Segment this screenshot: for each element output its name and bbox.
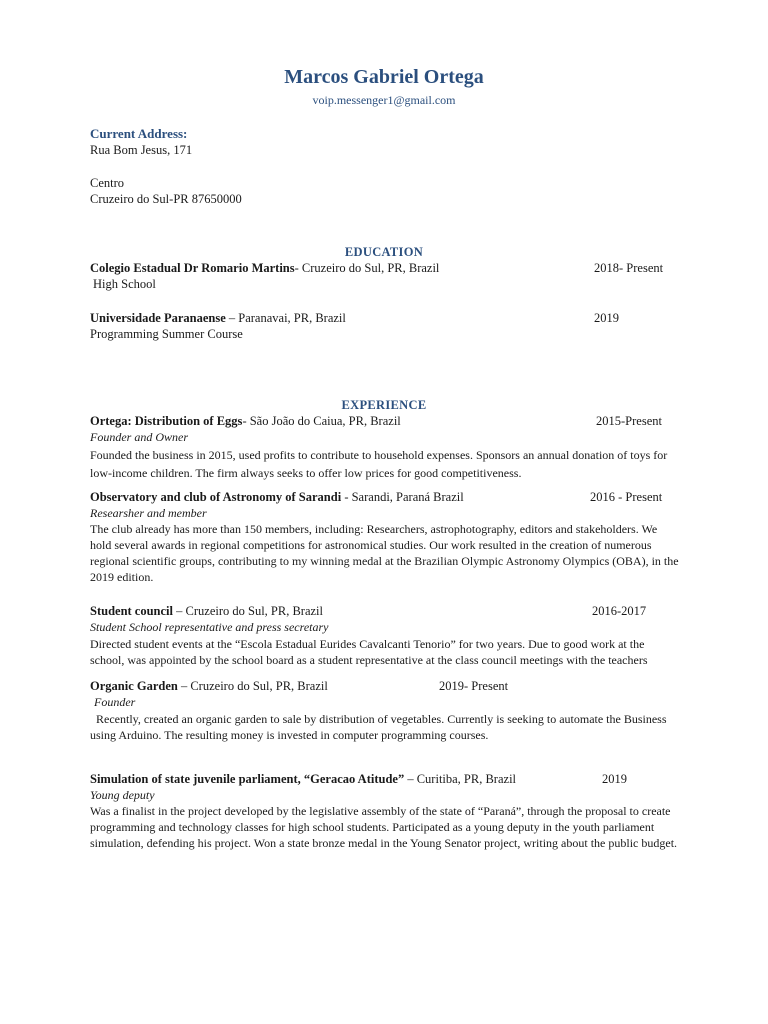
education-item-2-date: 2019 (594, 311, 619, 325)
experience-item-4-location: Cruzeiro do Sul, PR, Brazil (190, 679, 328, 693)
experience-item-2-location: Sarandi, Paraná Brazil (351, 490, 464, 504)
experience-item-2-date: 2016 - Present (590, 490, 663, 504)
education-item-1-title: Colegio Estadual Dr Romario Martins- Cruzeiro do Sul, PR, Brazil (90, 261, 440, 275)
experience-item-2-description: The club already has more than 150 members, including: Researchers, astrophotography, editors and stakeholders. We hold several awards in regional competitions for astronomical studies. Our work resulted in the creation of numerous regional scientific groups, contributing to my winning medal at the Brazilian Olympic Astronomy Olympics (OBA), in the 2019 edition. (90, 522, 679, 584)
education-heading: EDUCATION (344, 245, 424, 259)
experience-item-5-location: Curitiba, PR, Brazil (416, 772, 517, 786)
education-item-1-location: Cruzeiro do Sul, PR, Brazil (301, 261, 440, 275)
education-item-1-detail: High School (93, 277, 156, 291)
experience-item-3-description: Directed student events at the “Escola Estadual Eurides Cavalcanti Tenorio” for two years. Due to good work at the school, was appointed by the school board as a student representative at the class council meetings with the teachers (90, 637, 648, 667)
experience-item-3-location: Cruzeiro do Sul, PR, Brazil (185, 604, 324, 618)
address-label: Current Address: (90, 126, 188, 141)
resume-name: Marcos Gabriel Ortega (284, 66, 484, 88)
education-item-1-org: Colegio Estadual Dr Romario Martins (90, 261, 295, 275)
experience-item-3-role: Student School representative and press secretary (90, 620, 329, 634)
education-item-2-title: Universidade Paranaense – Paranavai, PR, Brazil (90, 311, 346, 325)
experience-item-2-org: Observatory and club of Astronomy of Sarandi (90, 490, 342, 504)
experience-item-3-org: Student council (90, 604, 174, 618)
experience-item-5-description: Was a finalist in the project developed by the legislative assembly of the state of “Paraná”, through the proposal to create programming and technology classes for high school students. Participated as a young deputy in the youth parliament simulation, defending his project. Won a state bronze medal in the Young Senator project, writing about the public budget. (90, 804, 678, 850)
education-item-2-org: Universidade Paranaense (90, 311, 226, 325)
experience-heading: EXPERIENCE (341, 398, 427, 412)
experience-item-1-org: Ortega: Distribution of Eggs (90, 414, 243, 428)
experience-item-1-description: Founded the business in 2015, used profits to contribute to household expenses. Sponsors an annual donation of toys for low-income children. The firm always seeks to offer low prices for good competitiveness. (90, 448, 668, 480)
experience-item-4-org: Organic Garden (90, 679, 178, 693)
experience-item-2-title: Observatory and club of Astronomy of Sarandi - Sarandi, Paraná Brazil (90, 490, 464, 504)
experience-item-5-org: Simulation of state juvenile parliament, “Geracao Atitude” (90, 772, 405, 786)
education-item-2-location: Paranavai, PR, Brazil (238, 311, 346, 325)
experience-item-5-title: Simulation of state juvenile parliament, “Geracao Atitude” – Curitiba, PR, Brazil (90, 772, 517, 786)
email-link[interactable]: voip.messenger1@gmail.com (312, 93, 456, 107)
experience-item-1-location: São João do Caiua, PR, Brazil (249, 414, 401, 428)
address-line-1: Rua Bom Jesus, 171 (90, 143, 193, 157)
experience-item-4-date: 2019- Present (439, 679, 509, 693)
experience-item-1-date: 2015-Present (596, 414, 662, 428)
experience-item-2-role: Researsher and member (90, 506, 207, 520)
experience-item-3-title: Student council – Cruzeiro do Sul, PR, Brazil (90, 604, 324, 618)
experience-item-5-date: 2019 (602, 772, 627, 786)
education-item-1-date: 2018- Present (594, 261, 664, 275)
address-line-3: Cruzeiro do Sul-PR 87650000 (90, 192, 242, 206)
experience-item-4-role: Founder (94, 695, 136, 709)
experience-item-5-role: Young deputy (90, 788, 155, 802)
experience-item-1-role: Founder and Owner (90, 430, 188, 444)
experience-item-4-title: Organic Garden – Cruzeiro do Sul, PR, Brazil (90, 679, 328, 693)
experience-item-1-title: Ortega: Distribution of Eggs- São João do Caiua, PR, Brazil (90, 414, 401, 428)
address-line-2: Centro (90, 176, 125, 190)
experience-item-3-date: 2016-2017 (592, 604, 647, 618)
experience-item-4-description: Recently, created an organic garden to sale by distribution of vegetables. Currently is seeking to automate the Business using Arduino. The resulting money is invested in computer programming courses. (90, 712, 667, 742)
education-item-2-detail: Programming Summer Course (90, 327, 243, 341)
